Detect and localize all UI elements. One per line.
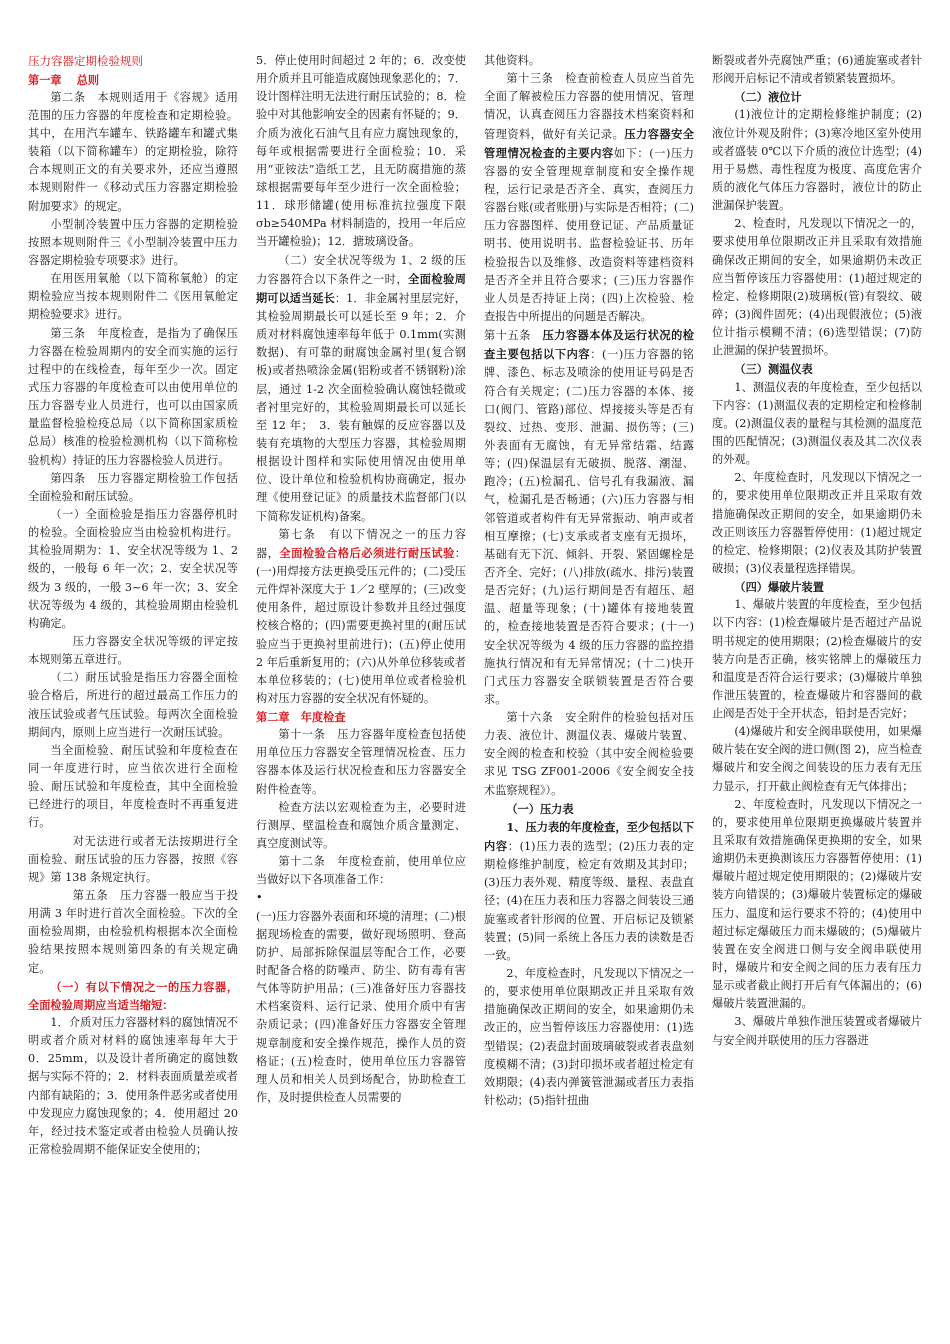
paragraph: 5．停止使用时间超过 2 年的；6．改变使用介质并且可能造成腐蚀现象恶化的；7．设计图样注明无法进行耐压试验的；8．检验中对其他影响安全的因素有怀疑的；9．介质为液化石油气且有应力腐蚀现象的，每年或根据需要进行全面检验；10．采用“亚铵法”造纸工艺，且无防腐措施的蒸球根据需要每年至少进行一次全面检验；11．球形储罐(使用标准抗拉强度下限 σb≥540MPa 材料制造的，投用一年后应当开罐检验)；12．搪玻璃设备。 [256,54,466,249]
paragraph: 第十二条 年度检查前，使用单位应当做好以下各项准备工作： [256,855,466,887]
paragraph: 第十一条 压力容器年度检查包括使用单位压力容器安全管理情况检查、压力容器本体及运行状况检查和压力容器安全附件检查等。 [256,728,466,796]
text: （二）安全状况等级为 1、2 级的压力容器符合以下条件之一时， [256,253,466,286]
paragraph: 断裂或者外壳腐蚀严重；(6)通旋塞或者针形阀开启标记不清或者锁紧装置损坏。 [712,54,922,86]
paragraph: 当全面检验、耐压试验和年度检查在同一年度进行时，应当依次进行全面检验、耐压试验和年度检查，其中全面检验已经进行的项目，年度检查时不再重复进行。 [28,743,238,830]
paragraph: 压力容器安全状况等级的评定按本规则第五章进行。 [28,634,238,667]
paragraph [484,818,694,965]
text: 第十三条 检查前检查人员应当首先全面了解被检压力容器的使用情况、管理情况，认真查阅压力容器技术档案资料和管理资料，做好有关记录。 [484,72,694,141]
bold-text: 压力容器本体及运行状况的检查主要包括以下内容 [484,328,694,362]
paragraph: 3、爆破片单独作泄压装置或者爆破片与安全阀并联使用的压力容器进 [712,1015,922,1047]
bullet: • [256,891,263,905]
paragraph [484,70,694,326]
paragraph: 2、年度检查时，凡发现以下情况之一的，要求使用单位限期改正并且采取有效措施确保改正期间的安全，如果逾期仍未改正则该压力容器暂停使用：(1)超过规定的检定、检修期限；(2)仪表及其防护装置破损；(3)仪表量程选择错误。 [712,471,922,575]
document-title: 压力容器定期检验规则 [28,54,143,68]
paragraph: 第四条 压力容器定期检验工作包括全面检验和耐压试验。 [28,471,238,503]
section-heading: （一）压力表 [506,801,574,816]
paragraph: 小型制冷装置中压力容器的定期检验按照本规则附件三《小型制冷装置中压力容器定期检验专项要求》进行。 [28,217,238,268]
paragraph [256,252,466,526]
chapter-1-heading: 第一章 总则 [28,72,100,87]
text: 第七条 有以下情况之一的压力容器， [256,527,466,560]
text: ：(一)用焊接方法更换受压元件的；(二)受压元件焊补深度大于 1／2 壁厚的；(三)改变使用条件，超过原设计参数并且经过强度校核合格的；(四)需要更换衬里的(耐压试验应当于更换衬里前进行)；(五)停止使用 2 年后重新复用的；(六)从外单位移装或者本单位移装的；(七)使用单位或者检验机构对压力容器的安全状况有怀疑的。 [256,546,466,705]
paragraph: (一)压力容器外表面和环境的清理；(二)根据现场检查的需要，做好现场照明、登高防护、局部拆除保温层等配合工作，必要时配备合格的防噪声、防尘、防有毒有害气体等防护用品；(三)准备好压力容器技术档案资料、运行记录、使用介质中有害杂质记录；(四)准备好压力容器安全管理规章制度和安全操作规范，操作人员的资格证；(五)检查时，使用单位压力容器管理人员和相关人员到场配合，协助检查工作，及时提供检查人员需要的 [256,909,466,1105]
paragraph: 第三条 年度检查，是指为了确保压力容器在检验周期内的安全而实施的运行过程中的在线检查，每年至少一次。固定式压力容器的年度检查可以由使用单位的压力容器专业人员进行，也可以由国家质量监督检验检疫总局（以下简称国家质检总局）核准的检验检测机构（以下简称检验机构）持证的压力容器检验人员进行。 [28,326,238,467]
paragraph: 1．介质对压力容器材料的腐蚀情况不明或者介质对材料的腐蚀速率每年大于 0．25mm，以及设计者所确定的腐蚀数据与实际不符的；2．材料表面质量差或者内部有缺陷的；3．使用条件恶劣或者使用中发现应力腐蚀现象的；4．使用超过 20 年，经过技术鉴定或者由检验人员确认按正常检验周期不能保证安全使用的； [28,1015,238,1156]
text: 如下：(一)压力容器的安全管理规章制度和安全操作规程，运行记录是否齐全、真实，查阅压力容器台账(或者账册)与实际是否相符；(二)压力容器图样、使用登记证、产品质量证明书、使用说明书、监督检验证书、历年检验报告以及维修、改造资料等建档资料是否齐全并且符合要求；(三)压力容器作业人员是否持证上岗；(四)上次检验、检查报告中所提出的问题是否解决。 [484,146,694,323]
text: ：1．非金属衬里层完好，其检验周期最长可以延长至 9 年；2．介质对材料腐蚀速率每年低于 0.1mm(实测数据)、有可靠的耐腐蚀金属衬里(复合钢板)或者热喷涂金属(铝粉或者不锈钢粉)涂层，通过 1-2 次全面检验确认腐蚀轻微或者衬里完好的，其检验周期最长可以延长至 12 年； 3．装有触媒的反应容器以及装有充填物的大型压力容器，其检验周期根据设计图样和实际使用情况由使用单位、设计单位和检验机构协商确定，报办理《使用登记证》的质量技术监督部门(以下简称发证机构)备案。 [256,291,466,523]
paragraph: 2、年度检查时，凡发现以下情况之一的，要求使用单位限期改正并且采取有效措施确保改正期间的安全，如果逾期仍未改正的，应当暂停该压力容器使用：(1)选型错误；(2)表盘封面玻璃破裂或者表盘刻度模糊不清；(3)封印损坏或者超过检定有效期限；(4)表内弹簧管泄漏或者压力表指针松动；(5)指针扭曲 [484,967,694,1108]
section-heading: （二）液位计 [734,90,802,105]
paragraph: 在用医用氧舱（以下简称氧舱）的定期检验应当按本规则附件二《医用氧舱定期检验要求》进行。 [28,272,238,322]
paragraph: （二）耐压试验是指压力容器全面检验合格后，所进行的超过最高工作压力的液压试验或者气压试验。每两次全面检验期间内，原则上应当进行一次耐压试验。 [28,671,238,739]
paragraph: (1)液位计的定期检修维护制度；(2)液位计外观及附件；(3)寒冷地区室外使用或者盛装 0℃以下介质的液位计选型；(4)用于易燃、毒性程度为极度、高度危害介质的液化气体压力容器时，液位计的防止泄漏保护装置。 [712,108,922,213]
paragraph: 1、测温仪表的年度检查，至少包括以下内容：(1)测温仪表的定期检定和检修制度。(2)测温仪表的量程与其检测的温度范围的匹配情况；(3)测温仪表及其二次仪表的外观。 [712,380,922,467]
column-1 [28,52,238,1334]
bold-text: 1、压力表的年度检查，至少包括以下内容 [484,819,694,854]
text: 第十五条 [484,329,543,343]
column-2 [256,52,466,1334]
paragraph: 第十六条 安全附件的检验包括对压力表、液位计、测温仪表、爆破片装置、安全阀的检查和校验（其中安全阀检验要求见 TSG ZF001-2006《安全阀安全技术监察规程》）。 [484,711,694,797]
highlighted-text: 全面检验合格后必须进行耐压试验 [279,545,455,560]
section-heading: （四）爆破片装置 [734,580,824,595]
bold-text: 压力容器安全管理情况检查的主要内容 [484,126,694,160]
paragraph: (4)爆破片和安全阀串联使用，如果爆破片装在安全阀的进口侧(图 2)，应当检查爆破片和安全阀之间装设的压力表有无压力显示，打开截止阀检查有无气体排出； [712,725,922,793]
paragraph: 第五条 压力容器一般应当于投用满 3 年时进行首次全面检验。下次的全面检验周期，由检验机构根据本次全面检验结果按照本规则第四条的有关规定确定。 [28,888,238,975]
paragraph: 1、爆破片装置的年度检查，至少包括以下内容：(1)检查爆破片是否超过产品说明书规定的使用期限；(2)检查爆破片的安装方向是否正确，核实铭牌上的爆破压力和温度是否符合运行要求；(3)爆破片单独作泄压装置的，检查爆破片和容器间的截止阀是否处于全开状态，铅封是否完好； [712,598,922,721]
paragraph: 2、年度检查时，凡发现以下情况之一的，要求使用单位限期更换爆破片装置并且采取有效措施确保更换期的安全，如果逾期仍未更换测该压力容器暂停使用：(1)爆破片超过规定使用期限的；(2)爆破片安装方向错误的；(3)爆破片装置标定的爆破压力、温度和运行要求不符的；(4)使用中超过标定爆破压力而未爆破的；(5)爆破片装置在安全阀进口侧与安全阀串联使用时，爆破片和安全阀之间的压力表有压力显示或者截止阀打开后有气体漏出的；(6)爆破片装置泄漏的。 [712,797,922,1011]
paragraph: 2、检查时，凡发现以下情况之一的，要求使用单位限期改正并且采取有效措施确保改正期间的安全，如果逾期仍未改正应当暂停该压力容器使用：(1)超过规定的检定、检修期限(2)玻璃板(管)有裂纹、破碎；(3)阀件固死；(4)出现假液位；(5)液位计指示模糊不清；(6)选型错误；(7)防止泄漏的保护装置损坏。 [712,217,922,358]
paragraph: 对无法进行或者无法按期进行全面检验、耐压试验的压力容器，按照《容规》第 138 条规定执行。 [28,834,238,884]
highlighted-clause: （一）有以下情况之一的压力容器，全面检验周期应当适当缩短： [28,979,238,1012]
paragraph: 第二条 本规则适用于《容规》适用范围的压力容器的年度检查和定期检验。其中，在用汽车罐车、铁路罐车和罐式集装箱（以下简称罐车）的定期检验，除符合本规则正文的有关要求外，还应当遵照本规则附件一《移动式压力容器定期检验附加要求》的规定。 [28,90,238,213]
column-3 [484,52,694,1334]
bold-text: 全面检验周期可以适当延长 [256,271,466,305]
chapter-2-heading: 第二章 年度检查 [256,710,346,725]
paragraph: （一）全面检验是指压力容器停机时的检验。全面检验应当由检验机构进行。其检验周期为：1、安全状况等级为 1、2 级的，一般每 6 年一次；2、安全状况等级为 3 级的，一般 3~6 年一次；3、安全状况等级为 4 级的，其检验周期由检验机构确定。 [28,508,238,630]
text: ：(1)压力表的选型；(2)压力表的定期检修维护制度，检定有效期及其封印；(3)压力表外观、精度等级、量程、表盘直径；(4)在压力表和压力容器之间装设三通旋塞或者针形阀的位置、开启标记及锁紧装置；(5)同一系统上各压力表的读数是否一致。 [484,840,694,962]
paragraph: 其他资料。 [484,54,540,67]
column-4 [712,52,922,1334]
paragraph [256,526,466,708]
paragraph [484,326,694,709]
text: ：(一)压力容器的铭牌、漆色、标志及喷涂的使用证号码是否符合有关规定；(二)压力容器的本体、接口(阀门、管路)部位、焊接接头等是否有裂纹、过热、变形、泄漏、损伤等；(三)外表面有无腐蚀，有无异常结霜、结露等；(四)保温层有无破损、脱落、潮湿、跑冷；(五)检漏孔、信号孔有我漏液、漏气，检漏孔是否畅通；(六)压力容器与相邻管道或者构件有无异常振动、响声或者相互摩擦；(七)支承或者支座有无损坏，基础有无下沉、倾斜、开裂、紧固螺栓是否齐全、完好；(八)排放(疏水、排污)装置是否完好；(九)运行期间是否有超压、超温、超量等现象；(十)罐体有接地装置的，检查接地装置是否符合要求；(十一)安全状况等级为 4 级的压力容器的监控措施执行情况和有无异常情况；(十二)快开门式压力容器安全联锁装置是否符合要求。 [484,348,694,706]
paragraph: 检查方法以宏观检查为主，必要时进行测厚、壁温检查和腐蚀介质含量测定、真空度测试等。 [256,800,466,851]
section-heading: （三）测温仪表 [734,362,813,377]
